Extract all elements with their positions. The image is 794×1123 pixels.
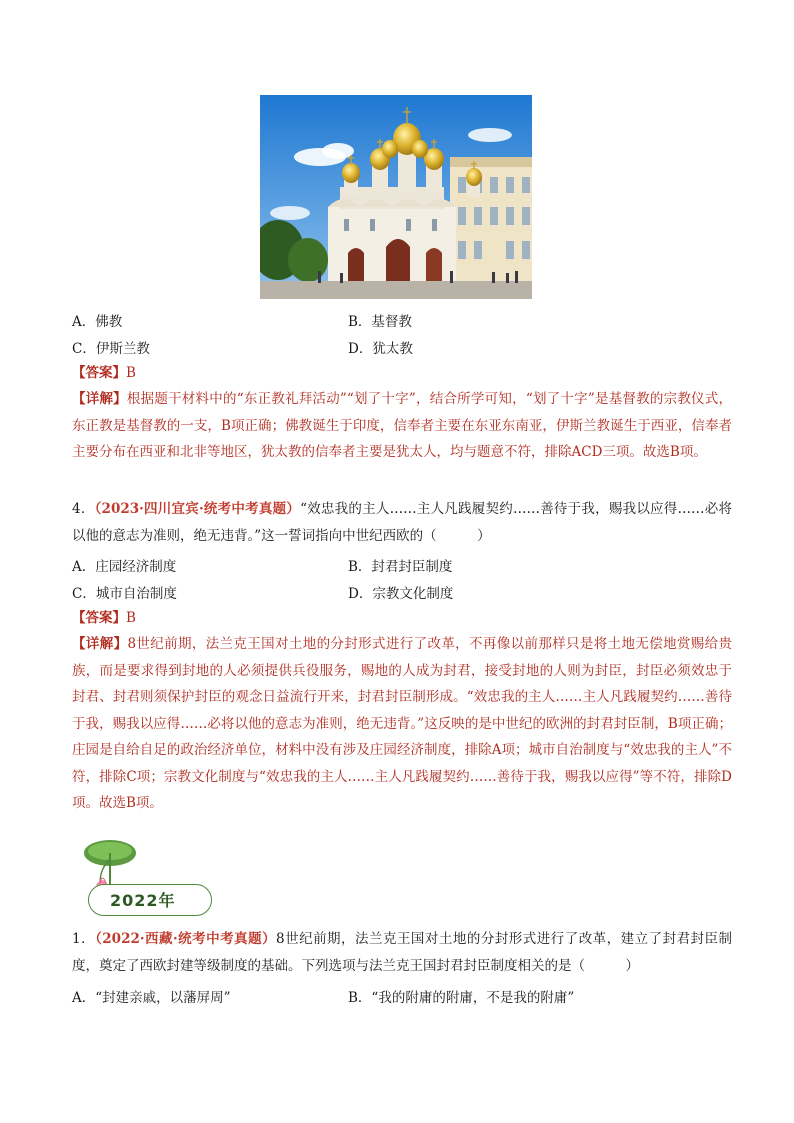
detail-q3-quote1: “东正教礼拜活动”“划了十字” [236,391,416,407]
answer-q4 [72,609,732,627]
question-4 [72,496,732,549]
question-1-2022 [72,926,732,979]
detail-q3 [72,386,732,466]
detail-q3-pre: 根据题干材料中的 [126,391,237,407]
option-b-q1-2022: B．“我的附庸的附庸，不是我的附庸” [348,990,575,1006]
answer-value: B [126,610,136,626]
answer-tag: 【答案】 [72,365,126,381]
detail-q4-pre: 8世纪前期，法兰克王国对土地的分封形式进行了改革，不再像以前那样只是将土地无偿地赏赐给贵族，而是要求得到封地的人必须提供兵役服务，赐地的人成为封君，接受封地的人则为封臣，封臣必须效忠于封君、封君则须保护封臣的观念日益流行开来，封君封臣制形成。 [72,636,733,705]
question-4-source: （2023·四川宜宾·统考中考真题） [94,501,301,517]
option-d-q3: D．犹太教 [348,341,413,357]
detail-q3-quote2: “划了十字” [525,391,595,407]
option-b-q3: B．基督教 [348,314,412,330]
question-1-source: （2022·西藏·统考中考真题） [95,931,277,947]
question-4-text: “效忠我的主人……主人凡践履契约……善待于我，赐我以应得……必将以他的意志为准则，绝无违背。”这一誓词指向中世纪西欧的（ ） [72,501,732,544]
cathedral-photo [260,95,532,299]
option-d-q4: D．宗教文化制度 [348,586,454,602]
answer-q3 [72,364,732,382]
detail-tag: 【详解】 [72,391,127,407]
question-1-number: 1． [72,931,96,947]
detail-q4-quote: “效忠我的主人……主人凡践履契约……善待于我，赐我以应得……必将以他的意志为准则，绝无违背。” [72,689,733,732]
detail-q3-mid: ，结合所学可知， [415,391,526,407]
answer-value: B [126,365,136,381]
detail-q4 [72,631,732,817]
detail-tag: 【详解】 [72,636,128,652]
option-b-q4: B．封君封臣制度 [348,559,453,575]
detail-q4-rest: 这反映的是中世纪的欧洲的封君封臣制，B项正确；庄园是自给自足的政治经济单位，材料中没有涉及庄园经济制度，排除A项；城市自治制度与“效忠我的主人”不符，排除C项；宗教文化制度与“效忠我的主人……主人凡践履契约……善待于我，赐我以应得”等不符，排除D项。故选B项。 [72,715,732,811]
option-a-q4: A．庄园经济制度 [72,559,177,575]
question-1-text: 8世纪前期，法兰克王国对土地的分封形式进行了改革，建立了封君封臣制度，奠定了西欧封建等级制度的基础。下列选项与法兰克王国封君封臣制度相关的是（ ） [72,931,732,974]
option-c-q3: C．伊斯兰教 [72,341,150,357]
detail-q3-rest: 是基督教的宗教仪式，东正教是基督教的一支，B项正确；佛教诞生于印度，信奉者主要在东亚东南亚，伊斯兰教诞生于西亚，信奉者主要分布在西亚和北非等地区，犹太教的信奉者主要是犹太人，均与题意不符，排除ACD三项。故选B项。 [72,391,733,460]
option-a-q3: A．佛教 [72,314,123,330]
year-section-title: 2022年 [110,891,176,910]
answer-tag: 【答案】 [72,610,126,626]
option-c-q4: C．城市自治制度 [72,586,177,602]
question-4-number: 4． [72,501,95,517]
option-a-q1-2022: A．“封建亲戚，以藩屏周” [72,990,231,1006]
